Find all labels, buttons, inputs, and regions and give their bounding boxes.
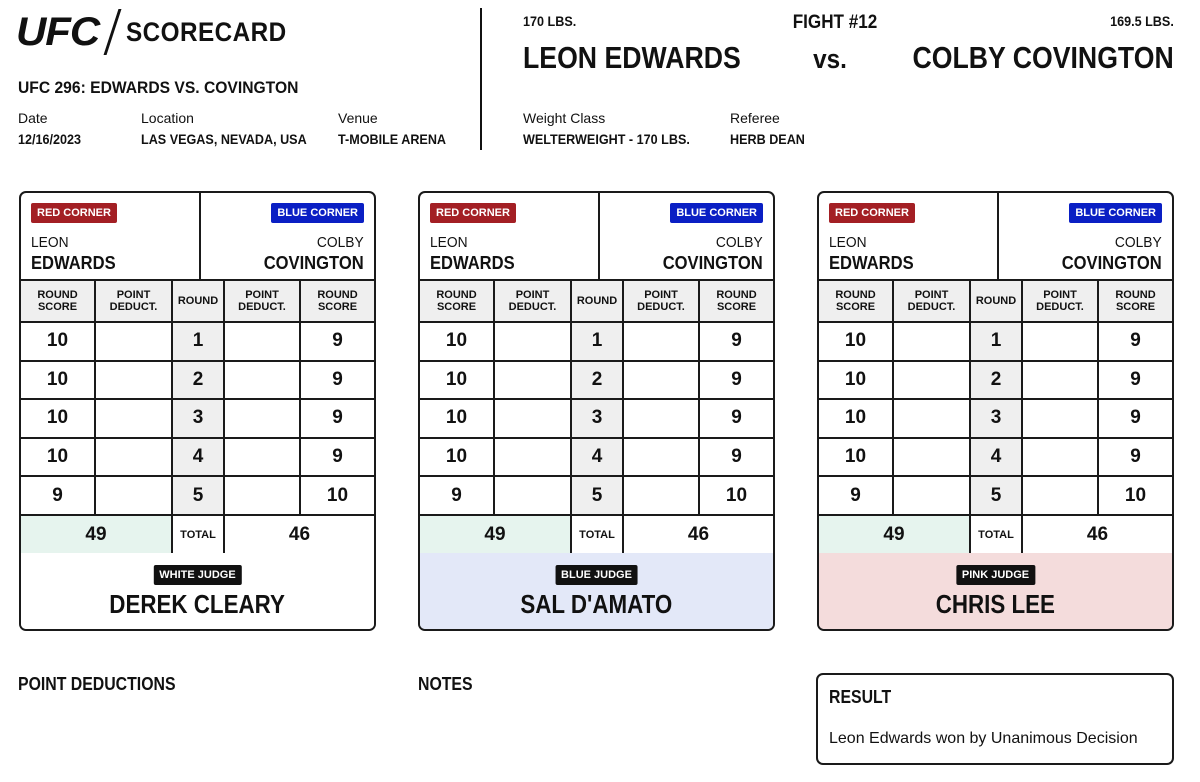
corner-header [819,193,1172,281]
judge-name [420,589,773,620]
blue-first-name: COLBY [716,234,763,251]
corner-header [21,193,374,281]
judge-scorecard [19,191,376,631]
result-text: Leon Edwards won by Unanimous Decision [829,730,1138,747]
weight-class-label: Weight Class [523,110,606,126]
red-corner-badge: RED CORNER [829,203,915,223]
notes-title: NOTES [418,674,473,694]
blue-point-deduction [1022,476,1098,515]
location-value: LAS VEGAS, NEVADA, USA [141,131,307,147]
round-row [420,476,773,515]
blue-point-deduction [623,322,699,361]
red-total: 49 [21,515,172,555]
red-point-deduction [95,476,172,515]
red-point-deduction [494,438,571,477]
header-round-score: ROUND SCORE [21,281,95,322]
blue-weight: 169.5 LBS. [1110,13,1174,29]
venue-value: T-MOBILE ARENA [338,131,447,147]
red-round-score: 10 [420,322,494,361]
blue-point-deduction [224,399,300,438]
blue-round-score: 10 [699,476,773,515]
judge-label-badge: WHITE JUDGE [153,565,241,585]
blue-first-name: COLBY [317,234,364,251]
judge-area [819,553,1172,631]
blue-last-name: COVINGTON [264,253,364,273]
red-round-score: 9 [420,476,494,515]
red-round-score: 10 [819,322,893,361]
header-round-score: ROUND SCORE [819,281,893,322]
red-total: 49 [819,515,970,555]
blue-point-deduction [224,361,300,400]
blue-round-score: 9 [300,438,374,477]
round-row [21,322,374,361]
round-row [420,399,773,438]
blue-point-deduction [623,399,699,438]
round-row [819,322,1172,361]
red-first-name: LEON [430,234,468,251]
judge-scorecard [817,191,1174,631]
blue-corner-badge: BLUE CORNER [271,203,364,223]
blue-round-score: 9 [1098,322,1172,361]
round-row [819,399,1172,438]
red-corner-badge: RED CORNER [31,203,117,223]
venue-label: Venue [338,110,378,126]
score-table [420,281,773,556]
round-number: 4 [970,438,1022,477]
red-round-score: 10 [420,399,494,438]
red-first-name: LEON [31,234,69,251]
round-number: 2 [571,361,623,400]
blue-corner-badge: BLUE CORNER [1069,203,1162,223]
red-point-deduction [95,361,172,400]
total-row [819,515,1172,555]
blue-round-score: 9 [300,322,374,361]
red-point-deduction [893,322,970,361]
header-point-deduct: POINT DEDUCT. [95,281,172,322]
header-point-deduct: POINT DEDUCT. [494,281,571,322]
judge-label-badge: PINK JUDGE [956,565,1035,585]
blue-total: 46 [224,515,374,555]
red-total: 49 [420,515,571,555]
total-label: TOTAL [970,515,1022,555]
blue-point-deduction [1022,438,1098,477]
blue-round-score: 10 [1098,476,1172,515]
red-fighter-name: LEON EDWARDS [523,40,741,75]
blue-point-deduction [623,438,699,477]
round-number: 3 [970,399,1022,438]
round-row [420,361,773,400]
red-round-score: 9 [819,476,893,515]
total-label: TOTAL [172,515,224,555]
red-first-name: LEON [829,234,867,251]
blue-round-score: 9 [699,399,773,438]
judge-name-text: SAL D'AMATO [520,589,673,619]
header-point-deduct: POINT DEDUCT. [623,281,699,322]
round-row [420,322,773,361]
round-number: 3 [172,399,224,438]
header-round-score: ROUND SCORE [699,281,773,322]
judge-name [21,589,374,620]
red-point-deduction [494,399,571,438]
blue-fighter-name: COLBY COVINGTON [912,40,1174,75]
blue-first-name: COLBY [1115,234,1162,251]
blue-corner-fighter [663,233,763,273]
event-title: UFC 296: EDWARDS VS. COVINGTON [18,78,299,97]
blue-corner-fighter [1062,233,1162,273]
table-header-row [420,281,773,322]
red-point-deduction [893,399,970,438]
blue-round-score: 9 [1098,361,1172,400]
judge-label-badge: BLUE JUDGE [555,565,638,585]
red-round-score: 10 [21,438,95,477]
date-value: 12/16/2023 [18,131,82,147]
total-row [21,515,374,555]
red-weight: 170 LBS. [523,13,577,29]
red-point-deduction [95,322,172,361]
score-table [819,281,1172,556]
header-point-deduct: POINT DEDUCT. [224,281,300,322]
round-row [819,361,1172,400]
blue-last-name: COVINGTON [663,253,763,273]
header-round-score: ROUND SCORE [300,281,374,322]
round-row [21,476,374,515]
red-last-name: EDWARDS [31,253,116,273]
round-number: 1 [172,322,224,361]
red-point-deduction [95,438,172,477]
round-row [21,399,374,438]
header-round: ROUND [172,281,224,322]
judge-area [420,553,773,631]
round-row [819,476,1172,515]
referee-label: Referee [730,110,780,126]
blue-last-name: COVINGTON [1062,253,1162,273]
header-round-score: ROUND SCORE [420,281,494,322]
referee-value: HERB DEAN [730,131,805,147]
blue-point-deduction [224,438,300,477]
red-round-score: 10 [21,322,95,361]
red-point-deduction [494,476,571,515]
red-round-score: 10 [420,361,494,400]
logo-divider [104,9,122,55]
blue-round-score: 9 [300,399,374,438]
blue-round-score: 10 [300,476,374,515]
round-number: 3 [571,399,623,438]
blue-round-score: 9 [1098,399,1172,438]
blue-point-deduction [224,322,300,361]
result-box [816,673,1174,765]
blue-round-score: 9 [699,438,773,477]
corner-divider [199,193,201,281]
blue-total: 46 [1022,515,1172,555]
round-row [819,438,1172,477]
blue-point-deduction [1022,399,1098,438]
blue-round-score: 9 [300,361,374,400]
ufc-logo [18,10,305,54]
header-round: ROUND [571,281,623,322]
blue-point-deduction [623,361,699,400]
location-label: Location [141,110,194,126]
scorecard-title: SCORECARD [126,16,287,47]
score-table [21,281,374,556]
red-point-deduction [494,361,571,400]
round-number: 4 [571,438,623,477]
weight-class-value: WELTERWEIGHT - 170 LBS. [523,131,690,147]
red-last-name: EDWARDS [829,253,914,273]
logo-ufc-text: UFC [16,9,100,54]
header-point-deduct: POINT DEDUCT. [893,281,970,322]
corner-header [420,193,773,281]
round-row [21,438,374,477]
fight-number: FIGHT #12 [792,12,878,33]
judge-area [21,553,374,631]
round-number: 2 [172,361,224,400]
header-point-deduct: POINT DEDUCT. [1022,281,1098,322]
blue-point-deduction [623,476,699,515]
round-number: 5 [571,476,623,515]
red-round-score: 10 [819,438,893,477]
red-last-name: EDWARDS [430,253,515,273]
red-point-deduction [95,399,172,438]
red-corner-fighter [829,233,914,273]
red-point-deduction [893,476,970,515]
red-corner-fighter [430,233,515,273]
round-number: 1 [571,322,623,361]
blue-round-score: 9 [1098,438,1172,477]
red-round-score: 10 [21,361,95,400]
red-round-score: 10 [21,399,95,438]
red-corner-badge: RED CORNER [430,203,516,223]
round-number: 1 [970,322,1022,361]
red-point-deduction [893,361,970,400]
blue-corner-badge: BLUE CORNER [670,203,763,223]
point-deductions-title: POINT DEDUCTIONS [18,674,176,694]
table-header-row [21,281,374,322]
red-point-deduction [893,438,970,477]
blue-corner-fighter [264,233,364,273]
corner-divider [997,193,999,281]
total-label: TOTAL [571,515,623,555]
red-round-score: 9 [21,476,95,515]
total-row [420,515,773,555]
date-label: Date [18,110,48,126]
blue-total: 46 [623,515,773,555]
blue-point-deduction [224,476,300,515]
header-round: ROUND [970,281,1022,322]
blue-round-score: 9 [699,322,773,361]
red-point-deduction [494,322,571,361]
corner-divider [598,193,600,281]
red-round-score: 10 [819,361,893,400]
red-corner-fighter [31,233,116,273]
judge-name-text: DEREK CLEARY [109,589,286,619]
vs-label: vs. [813,44,847,74]
round-row [21,361,374,400]
header-divider [480,8,482,150]
round-number: 4 [172,438,224,477]
judge-scorecard [418,191,775,631]
round-row [420,438,773,477]
table-header-row [819,281,1172,322]
round-number: 5 [172,476,224,515]
judge-name [819,589,1172,620]
red-round-score: 10 [819,399,893,438]
blue-round-score: 9 [699,361,773,400]
result-title: RESULT [829,687,892,707]
judge-name-text: CHRIS LEE [935,589,1056,619]
red-round-score: 10 [420,438,494,477]
round-number: 5 [970,476,1022,515]
header-round-score: ROUND SCORE [1098,281,1172,322]
blue-point-deduction [1022,361,1098,400]
round-number: 2 [970,361,1022,400]
blue-point-deduction [1022,322,1098,361]
